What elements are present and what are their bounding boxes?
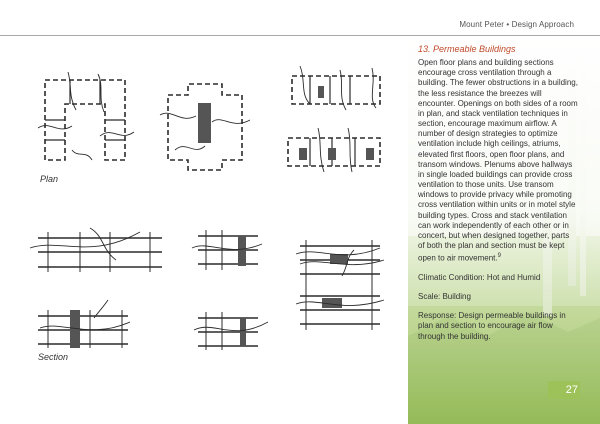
- section-diagram-1: [38, 238, 162, 344]
- section-title: 13. Permeable Buildings: [418, 44, 516, 54]
- section-body: Open floor plans and building sections encourage cross ventilation through a building. The fewer obstructions in a building, the less resistance the breezes will encounter. Openings on both sides of a room in plan, and stack ventilation techniques in section, encourage maximum airflow. A number of design strategies to optimize ventilation include high ceilings, atriums, elevated first floors, open floor plans, and transom windows. Plenums above hallways in single loaded buildings can provide cross ventilation to those units. Use transom windows to provide privacy while promoting cross ventilation within units or in motel style building types. Cross and stack ventilation can work independently of each other or in concert, but when designed together, parts of both the plan and section must be kept open to air movement.$^9$: [418, 58, 578, 263]
- plan-1-partitions: [45, 80, 125, 140]
- ventilation-diagrams: [0, 36, 408, 424]
- plan-label: Plan: [40, 174, 59, 184]
- footnote-ref: 9: [497, 253, 501, 260]
- section-2-stack-top: [238, 236, 246, 266]
- section-label: Section: [38, 352, 69, 362]
- scale: Scale: Building: [418, 292, 471, 302]
- page-number: 27: [548, 381, 580, 399]
- climatic-condition: Climatic Condition: Hot and Humid: [418, 272, 541, 282]
- response: Response: Design permeable buildings in plan and section to encourage air flow through the building.: [418, 311, 566, 341]
- text-column: [418, 44, 578, 351]
- section-1-airflow: [30, 228, 140, 330]
- plan-3-airflow: [300, 66, 376, 172]
- plan-2-core: [198, 103, 211, 143]
- plan-1-airflow: [38, 72, 134, 160]
- section-2-stack-bottom: [240, 318, 246, 346]
- header-title: Mount Peter • Design Approach: [459, 20, 574, 29]
